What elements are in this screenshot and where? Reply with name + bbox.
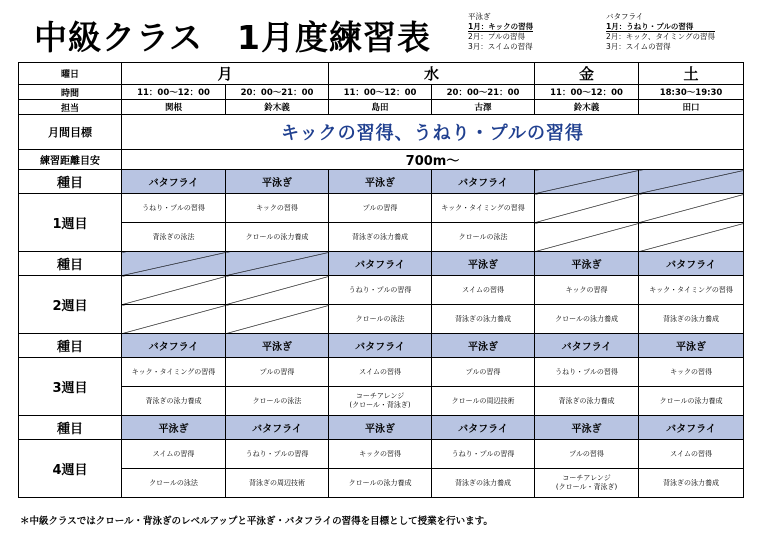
label-kind: 種目: [19, 334, 122, 358]
task-row: [19, 276, 744, 305]
task-cell: プルの習得: [226, 358, 329, 387]
stroke-cell: 平泳ぎ: [535, 252, 639, 276]
task-row: [19, 305, 744, 334]
legend-butterfly: [606, 12, 715, 51]
stroke-cell: バタフライ: [639, 416, 744, 440]
day-wednesday: 水: [329, 63, 535, 85]
empty-cell: [535, 223, 639, 252]
week-label: 4週目: [19, 440, 122, 498]
task-cell: 背泳ぎの泳力養成: [639, 469, 744, 498]
stroke-cell: バタフライ: [535, 334, 639, 358]
goal-row: [19, 115, 744, 150]
coach-row: [19, 100, 744, 115]
empty-cell: [122, 252, 226, 276]
task-cell: 背泳ぎの泳力養成: [535, 387, 639, 416]
kind-row: [19, 170, 744, 194]
stroke-cell: 平泳ぎ: [432, 334, 535, 358]
empty-cell: [226, 252, 329, 276]
task-cell: うねり・プルの習得: [329, 276, 432, 305]
stroke-cell: バタフライ: [432, 170, 535, 194]
stroke-cell: 平泳ぎ: [535, 416, 639, 440]
task-cell: 背泳ぎの泳力養成: [122, 387, 226, 416]
stroke-cell: 平泳ぎ: [329, 170, 432, 194]
coach-cell: 鈴木義: [535, 100, 639, 115]
day-monday: 月: [122, 63, 329, 85]
time-cell: 11：00～12：00: [122, 85, 226, 100]
week-label: 2週目: [19, 276, 122, 334]
legend-breaststroke: [468, 12, 533, 51]
task-cell: うねり・プルの習得: [432, 440, 535, 469]
task-cell: うねり・プルの習得: [535, 358, 639, 387]
empty-cell: [226, 276, 329, 305]
week-label: 3週目: [19, 358, 122, 416]
stroke-cell: 平泳ぎ: [432, 252, 535, 276]
empty-cell: [122, 276, 226, 305]
task-cell: プルの習得: [329, 194, 432, 223]
task-cell: 背泳ぎの泳力養成: [639, 305, 744, 334]
page-title: 中級クラス 1月度練習表: [34, 18, 431, 57]
stroke-cell: バタフライ: [226, 416, 329, 440]
task-cell: プルの習得: [432, 358, 535, 387]
task-cell: クロールの泳法: [329, 305, 432, 334]
time-cell: 11：00～12：00: [535, 85, 639, 100]
empty-cell: [226, 305, 329, 334]
empty-cell: [639, 223, 744, 252]
task-cell: うねり・プルの習得: [122, 194, 226, 223]
empty-cell: [639, 170, 744, 194]
label-coach: 担当: [19, 100, 122, 115]
day-saturday: 土: [639, 63, 744, 85]
task-row: [19, 469, 744, 498]
task-row: [19, 194, 744, 223]
kind-row: [19, 334, 744, 358]
stroke-cell: バタフライ: [122, 334, 226, 358]
schedule-table: [18, 62, 744, 498]
task-cell: 背泳ぎの泳力養成: [432, 469, 535, 498]
task-row: [19, 223, 744, 252]
task-cell: スイムの習得: [122, 440, 226, 469]
stroke-cell: 平泳ぎ: [329, 416, 432, 440]
task-cell: 背泳ぎの泳法: [122, 223, 226, 252]
task-cell: コーチアレンジ (クロール・背泳ぎ): [535, 469, 639, 498]
task-cell: コーチアレンジ (クロール・背泳ぎ): [329, 387, 432, 416]
coach-cell: 関根: [122, 100, 226, 115]
time-row: [19, 85, 744, 100]
stroke-cell: バタフライ: [432, 416, 535, 440]
empty-cell: [535, 170, 639, 194]
monthly-goal: キックの習得、うねり・プルの習得: [122, 115, 744, 150]
footnote: ＊中級クラスではクロール・背泳ぎのレベルアップと平泳ぎ・バタフライの習得を目標として授業を行います。: [20, 516, 493, 527]
task-cell: スイムの習得: [329, 358, 432, 387]
label-kind: 種目: [19, 170, 122, 194]
task-cell: 背泳ぎの周辺技術: [226, 469, 329, 498]
label-distance: 練習距離目安: [19, 150, 122, 170]
task-cell: キック・タイミングの習得: [639, 276, 744, 305]
task-cell: 背泳ぎの泳力養成: [432, 305, 535, 334]
stroke-cell: バタフライ: [329, 252, 432, 276]
practice-distance: 700m～: [122, 150, 744, 170]
legend-line: 3月：スイムの習得: [468, 41, 533, 51]
task-cell: プルの習得: [535, 440, 639, 469]
task-cell: クロールの周辺技術: [432, 387, 535, 416]
time-cell: 20：00～21：00: [226, 85, 329, 100]
stroke-cell: 平泳ぎ: [639, 334, 744, 358]
coach-cell: 田口: [639, 100, 744, 115]
time-cell: 18:30～19:30: [639, 85, 744, 100]
stroke-cell: 平泳ぎ: [122, 416, 226, 440]
empty-cell: [535, 194, 639, 223]
kind-row: [19, 252, 744, 276]
task-cell: スイムの習得: [432, 276, 535, 305]
task-cell: クロールの泳力養成: [535, 305, 639, 334]
distance-row: [19, 150, 744, 170]
task-cell: クロールの泳法: [122, 469, 226, 498]
stroke-cell: バタフライ: [329, 334, 432, 358]
label-time: 時間: [19, 85, 122, 100]
legend-heading: 平泳ぎ: [468, 12, 491, 21]
label-day: 曜日: [19, 63, 122, 85]
task-cell: クロールの泳法: [226, 387, 329, 416]
task-row: [19, 358, 744, 387]
day-friday: 金: [535, 63, 639, 85]
stroke-cell: 平泳ぎ: [226, 170, 329, 194]
legend-heading: バタフライ: [606, 12, 644, 21]
task-cell: クロールの泳力養成: [226, 223, 329, 252]
time-cell: 20：00～21：00: [432, 85, 535, 100]
task-cell: キック・タイミングの習得: [432, 194, 535, 223]
task-cell: 背泳ぎの泳力養成: [329, 223, 432, 252]
legend-line: 2月：キック、タイミングの習得: [606, 32, 716, 41]
label-kind: 種目: [19, 252, 122, 276]
task-cell: キックの習得: [535, 276, 639, 305]
stroke-cell: バタフライ: [639, 252, 744, 276]
coach-cell: 古澤: [432, 100, 535, 115]
legend-line: 1月：うねり・プルの習得: [606, 22, 715, 33]
task-cell: クロールの泳力養成: [639, 387, 744, 416]
task-cell: キックの習得: [329, 440, 432, 469]
label-kind: 種目: [19, 416, 122, 440]
task-row: [19, 387, 744, 416]
task-cell: キックの習得: [226, 194, 329, 223]
task-cell: クロールの泳法: [432, 223, 535, 252]
task-cell: キック・タイミングの習得: [122, 358, 226, 387]
task-cell: クロールの泳力養成: [329, 469, 432, 498]
legend-line: 3月：スイムの習得: [606, 41, 671, 51]
time-cell: 11：00～12：00: [329, 85, 432, 100]
day-row: [19, 63, 744, 85]
coach-cell: 鈴木義: [226, 100, 329, 115]
task-cell: うねり・プルの習得: [226, 440, 329, 469]
task-cell: キックの習得: [639, 358, 744, 387]
legend-line: 2月：プルの習得: [468, 32, 525, 41]
stroke-cell: バタフライ: [122, 170, 226, 194]
kind-row: [19, 416, 744, 440]
week-label: 1週目: [19, 194, 122, 252]
stroke-cell: 平泳ぎ: [226, 334, 329, 358]
empty-cell: [639, 194, 744, 223]
coach-cell: 島田: [329, 100, 432, 115]
empty-cell: [122, 305, 226, 334]
task-cell: スイムの習得: [639, 440, 744, 469]
legend-line: 1月：キックの習得: [468, 21, 534, 31]
label-goal: 月間目標: [19, 115, 122, 150]
task-row: [19, 440, 744, 469]
